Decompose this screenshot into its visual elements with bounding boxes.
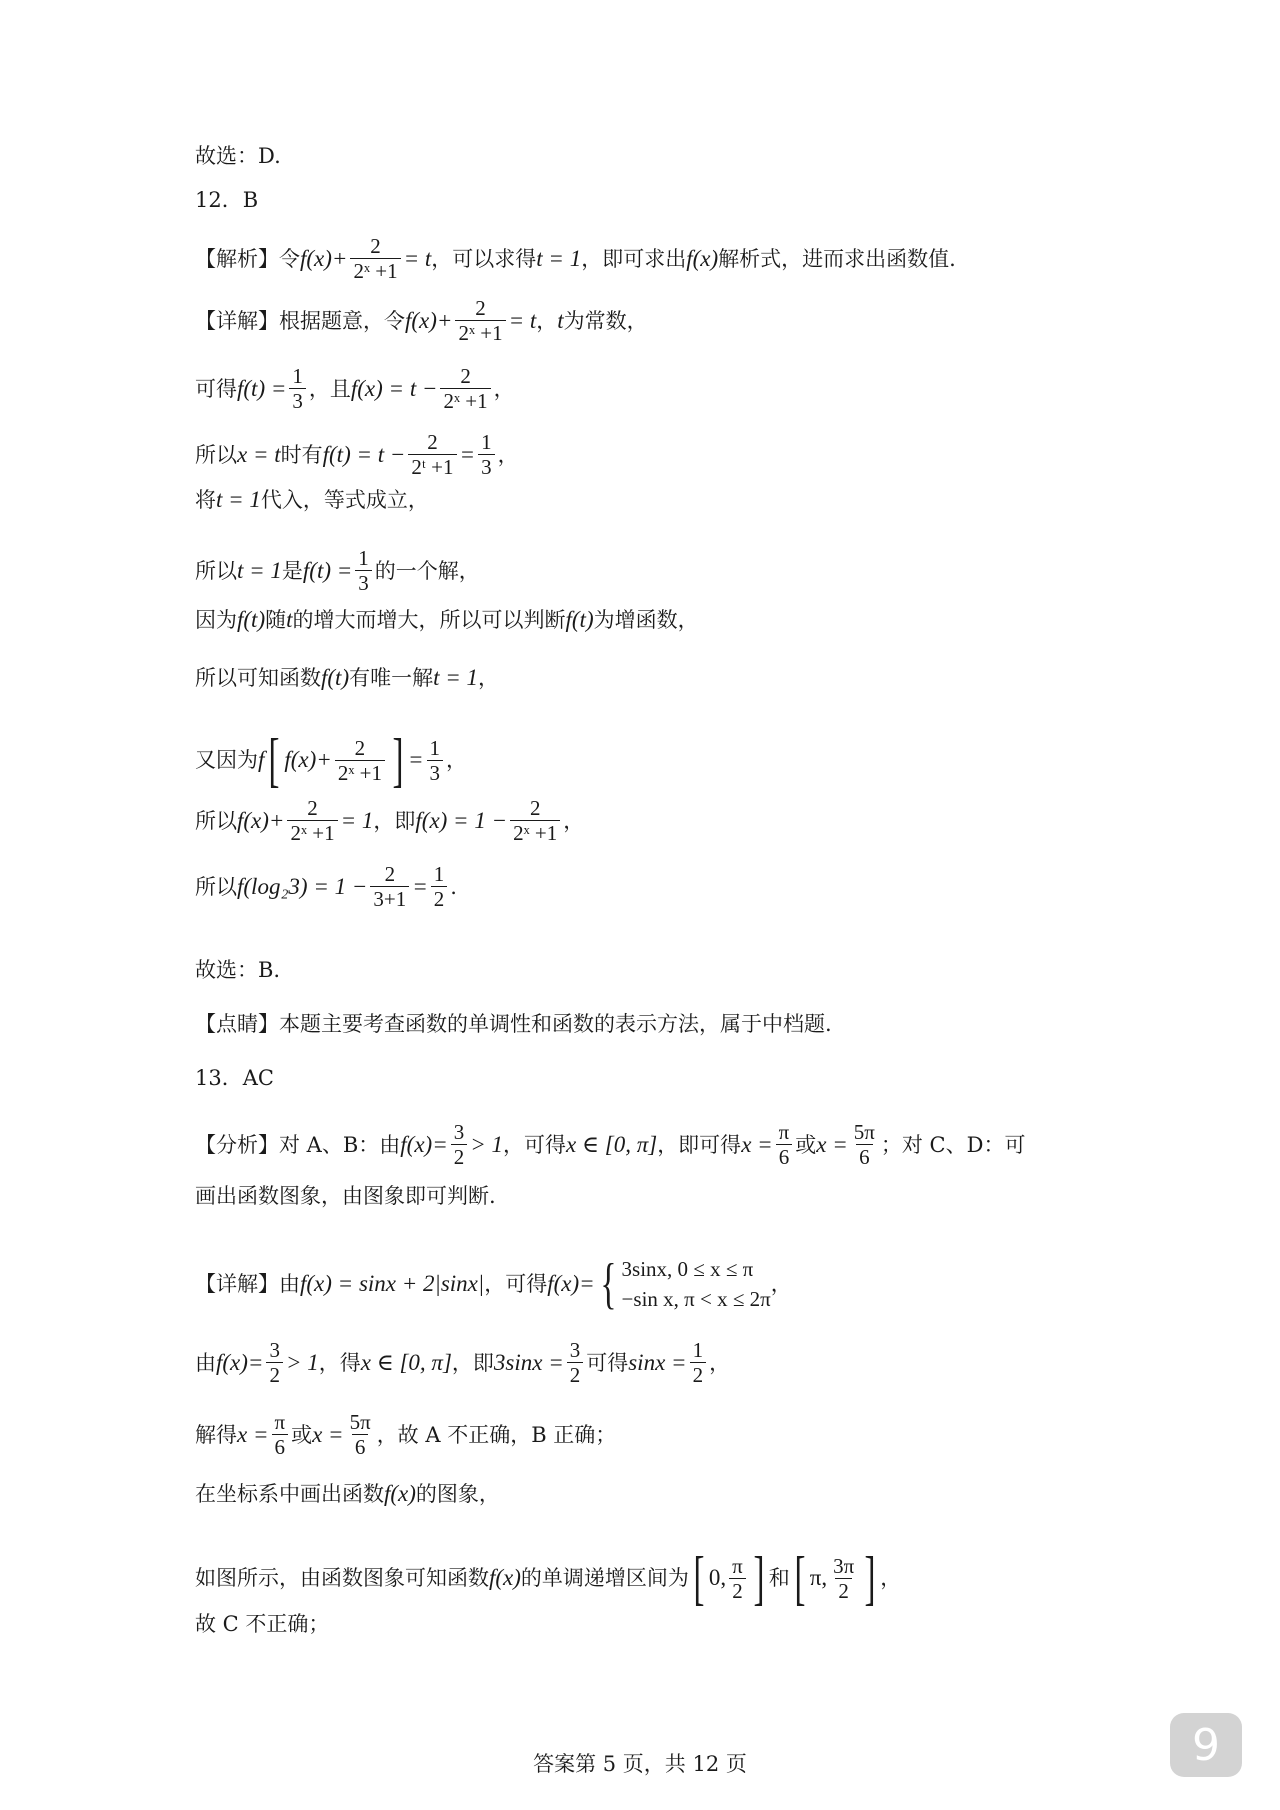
fraction xyxy=(370,862,409,911)
case-row: 3sinx, 0 ≤ x ≤ π xyxy=(621,1257,754,1281)
math: x = xyxy=(237,1421,269,1447)
fraction xyxy=(271,1410,288,1459)
text-line xyxy=(195,1010,832,1038)
math: f(x) xyxy=(547,1271,580,1296)
text: ，故 A 不正确，B 正确； xyxy=(376,1422,617,1447)
math: f(x) xyxy=(489,1565,521,1590)
denominator: 3 xyxy=(427,760,444,785)
math: f(x) xyxy=(400,1131,433,1157)
text: 由 xyxy=(195,1350,216,1375)
text: 随 xyxy=(265,608,287,632)
math: f(x) xyxy=(686,245,719,271)
text: 所以 xyxy=(195,874,237,899)
text-line xyxy=(195,956,280,984)
text: 【点睛】本题主要考查函数的单调性和函数的表示方法，属于中档题. xyxy=(195,1012,832,1036)
text: 将 xyxy=(195,488,216,512)
numerator: 2 xyxy=(427,430,438,454)
left-bracket: [ xyxy=(693,1545,705,1611)
numerator: π xyxy=(778,1120,790,1144)
question-number xyxy=(195,1064,274,1092)
text: 有唯一解 xyxy=(349,666,434,690)
text: ；对 C、D：可 xyxy=(880,1132,1026,1157)
math: = xyxy=(247,1349,264,1375)
text: 时有 xyxy=(280,442,323,467)
math: f(t) xyxy=(321,665,350,690)
text: 或 xyxy=(291,1422,313,1447)
denominator: 2ˣ +1 xyxy=(350,258,400,283)
fraction xyxy=(289,364,306,413)
numerator: 1 xyxy=(481,430,492,454)
fraction xyxy=(440,364,490,413)
text-line xyxy=(195,486,429,514)
text-line xyxy=(195,1410,616,1459)
numerator: 5π xyxy=(349,1410,371,1434)
fraction xyxy=(408,430,456,479)
math: = xyxy=(432,1131,448,1157)
text: 【详解】由 xyxy=(195,1272,300,1296)
right-bracket: ] xyxy=(864,1545,876,1611)
fraction xyxy=(510,796,560,845)
text: 故选：B. xyxy=(195,958,281,982)
denominator: 2ˣ +1 xyxy=(455,320,505,345)
text: 的增大而增大，所以可以判断 xyxy=(292,608,566,632)
math: f(x) = sinx + 2|sinx| xyxy=(300,1271,485,1296)
text: ，即可得 xyxy=(657,1132,742,1157)
text-line: 所以可知函数 f(t) 有唯一解 t = 1 ， xyxy=(195,665,500,690)
math: = 1 xyxy=(340,807,374,833)
text: 为增函数， xyxy=(593,608,699,632)
fraction xyxy=(455,296,505,345)
math: π, xyxy=(809,1565,828,1590)
text: 可得 xyxy=(586,1350,629,1375)
piecewise-cases xyxy=(595,1254,771,1314)
left-bracket: [ xyxy=(268,727,280,793)
text-line: 可得 f(t) = $\frac{1}{3}$ ，且 f(x) = t − $\frac{2}{\text{2ˣ +1}}$ ， xyxy=(195,364,515,413)
math: x = xyxy=(741,1131,773,1157)
text: ，可得 xyxy=(484,1272,548,1296)
fraction xyxy=(729,1554,746,1603)
brace: { xyxy=(600,1253,617,1315)
math: = xyxy=(412,873,428,899)
fraction xyxy=(776,1120,793,1169)
math: f(x) xyxy=(384,1481,416,1506)
math: t = 1 xyxy=(536,245,582,271)
math: f(t) = xyxy=(302,557,353,583)
fraction xyxy=(478,430,495,479)
text-line: 又因为 f [ f(x)+ $\frac{2}{\text{2ˣ +1}}$ ] = $\frac{1}{3}$ ， xyxy=(195,727,467,793)
text: 的图象， xyxy=(415,1482,500,1506)
denominator: 2 xyxy=(729,1578,746,1603)
fraction xyxy=(287,796,337,845)
math: f(x) = 1 − xyxy=(415,807,508,833)
text: 可得 xyxy=(195,376,237,401)
numerator: 2 xyxy=(384,862,396,886)
page-footer: 答案第 5 页，共 12 页 xyxy=(533,1752,747,1776)
text: 12．B xyxy=(195,188,259,212)
text-line xyxy=(195,1610,329,1638)
math: t = 1 xyxy=(433,665,479,690)
fraction xyxy=(355,546,372,595)
math: 0, xyxy=(708,1565,727,1590)
fraction xyxy=(451,1120,468,1169)
math: x ∈ [0, π] xyxy=(566,1131,658,1157)
right-bracket: ] xyxy=(753,1545,765,1611)
denominator: 3 xyxy=(478,454,495,479)
math: f(t) = xyxy=(237,375,287,401)
math: f xyxy=(258,747,265,772)
text-line: 所以 x = t 时有 f(t) = t − $\frac{2}{\text{2ᵗ +1}}$ = $\frac{1}{3}$ ， xyxy=(195,430,519,479)
text-line xyxy=(195,546,480,595)
denominator: 2ᵗ +1 xyxy=(408,454,456,479)
text: ，且 xyxy=(308,376,351,401)
text: 【解析】令 xyxy=(195,246,300,271)
denominator: 3+1 xyxy=(370,886,409,911)
math: x ∈ [0, π] xyxy=(360,1349,452,1375)
text: ，即可求出 xyxy=(581,246,687,271)
numerator: 3 xyxy=(453,1120,465,1144)
numerator: 1 xyxy=(292,364,303,388)
denominator: 2 xyxy=(835,1578,852,1603)
denominator: 2ˣ +1 xyxy=(510,820,560,845)
math: x = t xyxy=(237,441,281,467)
math: f(x)+ xyxy=(405,307,453,333)
denominator: 6 xyxy=(352,1434,369,1459)
fraction xyxy=(350,234,400,283)
numerator: 3 xyxy=(569,1338,581,1362)
text: ，得 xyxy=(318,1350,361,1375)
text: 是 xyxy=(281,558,303,583)
text: ，即 xyxy=(373,808,416,833)
numerator: 2 xyxy=(460,364,471,388)
denominator: 6 xyxy=(776,1144,793,1169)
math: = xyxy=(459,441,476,467)
numerator: 1 xyxy=(433,862,445,886)
math: f(t) xyxy=(237,607,266,632)
text: ，可得 xyxy=(503,1132,567,1157)
denominator: 2 xyxy=(567,1362,584,1387)
denominator: 2ˣ +1 xyxy=(440,388,490,413)
text: 所以 xyxy=(195,808,237,833)
math: f(x)+ xyxy=(237,807,285,833)
text-line xyxy=(195,606,699,634)
text-line: 【详解】根据题意，令 f(x)+ $\frac{2}{\text{2ˣ +1}}$ = t ， t 为常数， xyxy=(195,296,648,345)
text: 代入，等式成立， xyxy=(260,488,429,512)
text: 所以 xyxy=(195,442,237,467)
text-line: 如图所示，由函数图象可知函数 f(x) 的单调递增区间为 [ 0, $\frac{\pi}{2}$ ] 和 [ π, $\frac{3\pi}{2}$ ] ， xyxy=(195,1545,902,1611)
denominator: 3 xyxy=(289,388,306,413)
text-line: 【详解】由 f(x) = sinx + 2|sinx| ，可得 f(x) = { 3sinx, 0 ≤ x ≤ π −sin x, π < x ≤ 2π ， xyxy=(195,1253,792,1315)
text: 的一个解， xyxy=(374,558,480,583)
fraction xyxy=(830,1554,857,1603)
numerator: 2 xyxy=(529,796,541,820)
text-line xyxy=(195,234,956,283)
fraction xyxy=(335,736,385,785)
numerator: π xyxy=(274,1410,286,1434)
numerator: 1 xyxy=(429,735,440,760)
denominator: 6 xyxy=(272,1434,289,1459)
math: sinx = xyxy=(628,1349,687,1375)
numerator: π xyxy=(732,1553,743,1578)
math: > 1 xyxy=(285,1349,319,1375)
math: t = 1 xyxy=(216,487,261,512)
text: 解得 xyxy=(195,1422,237,1447)
math: f(x) = t − xyxy=(350,375,438,401)
math: t xyxy=(286,607,293,632)
right-bracket: ] xyxy=(392,727,404,793)
text: 的单调递增区间为 xyxy=(520,1566,689,1590)
text-line: 所以 f(x)+ $\frac{2}{\text{2ˣ +1}}$ = 1 ，即 f(x) = 1 − $\frac{2}{\text{2ˣ +1}}$ ， xyxy=(195,796,585,845)
text: 和 xyxy=(768,1566,790,1590)
text-line xyxy=(195,1120,1025,1169)
denominator: 2ˣ +1 xyxy=(287,820,337,845)
fraction xyxy=(427,736,444,785)
case-row: −sin x, π < x ≤ 2π xyxy=(621,1287,771,1311)
text: 故 C 不正确； xyxy=(195,1612,330,1636)
denominator: 2 xyxy=(451,1144,468,1169)
math: t xyxy=(557,307,564,333)
numerator: 1 xyxy=(358,546,369,570)
fraction xyxy=(347,1410,374,1459)
question-number xyxy=(195,186,258,214)
math: > 1 xyxy=(470,1131,504,1157)
math: x = xyxy=(816,1131,848,1157)
text: 如图所示，由函数图象可知函数 xyxy=(195,1566,489,1590)
fraction xyxy=(431,862,448,911)
math: x = xyxy=(312,1421,344,1447)
numerator: 2 xyxy=(475,296,486,320)
math: = xyxy=(407,747,424,772)
denominator: 2ˣ +1 xyxy=(335,760,385,785)
text: 又因为 xyxy=(195,748,258,772)
text: 【详解】根据题意，令 xyxy=(195,308,405,333)
fraction xyxy=(690,1338,707,1387)
text: 所以 xyxy=(195,558,237,583)
text: 因为 xyxy=(195,608,237,632)
math: f(t) = t − xyxy=(322,441,406,467)
text: 或 xyxy=(795,1132,817,1157)
denominator: 3 xyxy=(355,570,372,595)
math: = xyxy=(579,1271,595,1296)
text: ，即 xyxy=(451,1350,494,1375)
math: f(x) xyxy=(216,1349,248,1375)
fraction xyxy=(266,1338,283,1387)
case-rows xyxy=(622,1254,771,1314)
text: 13．AC xyxy=(195,1066,274,1090)
math: = t xyxy=(508,307,537,333)
math: f(x)+ xyxy=(284,747,332,772)
text: 所以可知函数 xyxy=(195,666,321,690)
fraction xyxy=(567,1338,584,1387)
text: 在坐标系中画出函数 xyxy=(195,1482,384,1506)
math: t = 1 xyxy=(237,557,282,583)
numerator: 5π xyxy=(853,1120,875,1144)
fraction xyxy=(851,1120,878,1169)
text-line: 由 f(x) = $\frac{3}{2}$ > 1 ，得 x ∈ [0, π] ，即 3sinx = $\frac{3}{2}$ 可得 sinx = $\frac{1}{2}$ ， xyxy=(195,1338,731,1387)
numerator: 3 xyxy=(269,1338,280,1362)
math: = t xyxy=(403,245,432,271)
text: ，可以求得 xyxy=(431,246,537,271)
numerator: 3π xyxy=(833,1553,855,1578)
page-number-badge[interactable]: 9 xyxy=(1170,1713,1242,1777)
denominator: 6 xyxy=(856,1144,873,1169)
math: f(x)+ xyxy=(300,245,348,271)
text-line: 所以 f(log₂3) = 1 − $\frac{2}{3+1}$ = $\frac{1}{2}$ . xyxy=(195,862,457,911)
denominator: 2 xyxy=(690,1362,707,1387)
text-line xyxy=(195,1480,500,1508)
math: 3sinx = xyxy=(493,1349,564,1375)
denominator: 2 xyxy=(431,886,448,911)
text: 故选：D. xyxy=(195,144,281,168)
text: 【分析】对 A、B：由 xyxy=(195,1132,401,1157)
text: 为常数， xyxy=(563,308,648,333)
math: f(log₂3) = 1 − xyxy=(237,873,368,899)
numerator: 1 xyxy=(692,1338,704,1362)
text-line xyxy=(195,142,281,170)
text-line xyxy=(195,1182,496,1210)
math: f(t) xyxy=(565,607,594,632)
denominator: 2 xyxy=(266,1362,283,1387)
text: 解析式，进而求出函数值. xyxy=(718,246,956,271)
numerator: 2 xyxy=(370,234,381,258)
numerator: 2 xyxy=(307,796,318,820)
left-bracket: [ xyxy=(794,1545,806,1611)
text: 画出函数图象，由图象即可判断. xyxy=(195,1184,496,1208)
numerator: 2 xyxy=(354,735,366,760)
